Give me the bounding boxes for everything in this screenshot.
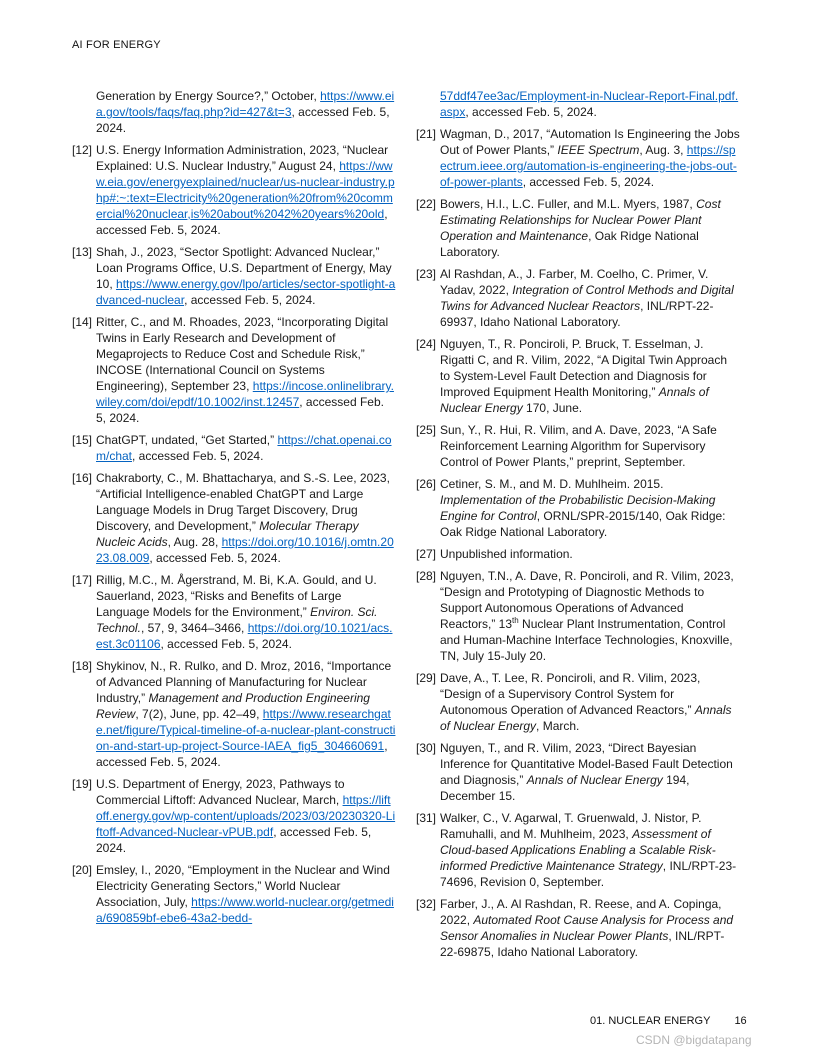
reference-italic-title: Automated Root Cause Analysis for Process and Sensor Anomalies in Nuclear Power Plants	[440, 913, 734, 943]
reference-item	[416, 336, 740, 416]
reference-text-segment: , accessed Feb. 5, 2024.	[96, 207, 388, 237]
reference-text-segment: , accessed Feb. 5, 2024.	[160, 637, 292, 651]
reference-text	[440, 126, 740, 190]
reference-text-segment: , accessed Feb. 5, 2024.	[132, 449, 264, 463]
reference-number: [12]	[72, 143, 93, 157]
reference-text-segment: , March.	[536, 719, 580, 733]
reference-item	[416, 266, 740, 330]
reference-text	[96, 470, 396, 566]
reference-text	[440, 476, 740, 540]
reference-text-segment: Walker, C., V. Agarwal, T. Gruenwald, J. Nistor, P. Ramuhalli, and M. Muhlheim, 2023,	[440, 811, 702, 841]
reference-text-segment: , accessed Feb. 5, 2024.	[149, 551, 281, 565]
reference-link[interactable]: https://doi.org/10.1021/acs.est.3c01106	[96, 621, 393, 651]
reference-number: [25]	[416, 423, 437, 437]
reference-text	[440, 196, 740, 260]
reference-text-segment: , accessed Feb. 5, 2024.	[96, 739, 388, 769]
reference-item	[416, 670, 740, 734]
reference-link[interactable]: https://www.researchgate.net/figure/Typical-timeline-of-a-nuclear-plant-construction-and-start-up-project-Source-IAEA_fig5_304660691	[96, 707, 396, 753]
reference-text-segment: Unpublished information.	[440, 547, 573, 561]
reference-number: [27]	[416, 547, 437, 561]
reference-text-segment: Emsley, I., 2020, “Employment in the Nuclear and Wind Electricity Generating Sectors,” World Nuclear Association, July,	[96, 863, 390, 909]
reference-text	[96, 314, 396, 426]
reference-text-segment: , Aug. 28,	[167, 535, 222, 549]
watermark-text: CSDN @bigdatapang	[636, 1033, 752, 1047]
reference-text-segment: , 57, 9, 3464–3466,	[140, 621, 248, 635]
reference-number: [29]	[416, 671, 437, 685]
reference-item	[72, 862, 396, 926]
reference-number: [21]	[416, 127, 437, 141]
reference-text	[440, 810, 740, 890]
reference-text-segment: Dave, A., T. Lee, R. Ponciroli, and R. Vilim, 2023, “Design of a Supervisory Control System for Autonomous Operation of Advanced Reactors,”	[440, 671, 701, 717]
reference-number: [13]	[72, 245, 93, 259]
reference-number: [19]	[72, 777, 93, 791]
reference-number: [23]	[416, 267, 437, 281]
reference-text	[440, 670, 740, 734]
reference-text	[96, 142, 396, 238]
reference-item	[416, 740, 740, 804]
reference-text	[96, 862, 396, 926]
reference-link[interactable]: https://chat.openai.com/chat	[96, 433, 392, 463]
reference-item	[72, 572, 396, 652]
reference-text	[96, 432, 396, 464]
reference-number: [18]	[72, 659, 93, 673]
reference-item	[72, 314, 396, 426]
reference-text-segment: , accessed Feb. 5, 2024.	[184, 293, 316, 307]
reference-text	[96, 244, 396, 308]
reference-link[interactable]: https://www.world-nuclear.org/getmedia/690859bf-ebe6-43a2-bedd-	[96, 895, 394, 925]
reference-text-segment: , ORNL/SPR-2015/140, Oak Ridge: Oak Ridge National Laboratory.	[440, 509, 726, 539]
reference-text-segment: Nguyen, T., and R. Vilim, 2023, “Direct Bayesian Inference for Quantitative Model-Based Fault Detection and Diagnosis,”	[440, 741, 733, 787]
reference-text-segment: 194, December 15.	[440, 773, 690, 803]
reference-item	[72, 244, 396, 308]
reference-text-segment: , 7(2), June, pp. 42–49,	[135, 707, 263, 721]
ordinal-superscript: th	[512, 616, 519, 625]
reference-item	[72, 432, 396, 464]
reference-text-segment: Nguyen, T.N., A. Dave, R. Ponciroli, and R. Vilim, 2023, “Design and Prototyping of Diagnostic Methods to Support Autonomous Operations of Advanced Reactors,” 13	[440, 569, 734, 631]
reference-text-segment: , INL/RPT-22-69937, Idaho National Laboratory.	[440, 299, 714, 329]
reference-item	[72, 776, 396, 856]
reference-number: [28]	[416, 569, 437, 583]
reference-text	[96, 572, 396, 652]
reference-number: [24]	[416, 337, 437, 351]
running-header: AI FOR ENERGY	[72, 39, 161, 51]
reference-text-segment: U.S. Energy Information Administration, 2023, “Nuclear Explained: U.S. Nuclear Industry,” August 24,	[96, 143, 389, 173]
reference-text	[440, 546, 740, 562]
reference-text-segment: Sun, Y., R. Hui, R. Vilim, and A. Dave, 2023, “A Safe Reinforcement Learning Algorithm for Supervisory Control of Power Plants,” preprint, September.	[440, 423, 717, 469]
reference-link[interactable]: https://spectrum.ieee.org/automation-is-engineering-the-jobs-out-of-power-plants	[440, 143, 737, 189]
reference-italic-title: Cost Estimating Relationships for Nuclear Power Plant Operation and Maintenance	[440, 197, 721, 243]
reference-text-segment: Ritter, C., and M. Rhoades, 2023, “Incorporating Digital Twins in Early Research and Development of Megaprojects to Reduce Cost and Schedule Risk,” INCOSE (International Council on Systems Engineering), September 23,	[96, 315, 389, 393]
reference-italic-title: Management and Production Engineering Review	[96, 691, 370, 721]
reference-item	[416, 568, 740, 664]
reference-item	[416, 422, 740, 470]
reference-number: [16]	[72, 471, 93, 485]
reference-text-segment: , INL/RPT-23-74696, Revision 0, September.	[440, 859, 737, 889]
reference-item	[416, 810, 740, 890]
reference-text-segment: Chakraborty, C., M. Bhattacharya, and S.-S. Lee, 2023, “Artificial Intelligence-enabled ChatGPT and Large Language Models in Drug Target Discovery, Drug Discovery, and Development,”	[96, 471, 390, 533]
reference-text-segment: U.S. Department of Energy, 2023, Pathways to Commercial Liftoff: Advanced Nuclear, March,	[96, 777, 345, 807]
reference-item	[416, 896, 740, 960]
reference-text	[96, 88, 396, 136]
reference-number: [26]	[416, 477, 437, 491]
reference-italic-title: IEEE Spectrum	[557, 143, 640, 157]
reference-italic-title: Implementation of the Probabilistic Decision-Making Engine for Control	[440, 493, 716, 523]
reference-text	[440, 422, 740, 470]
reference-text-segment: Rillig, M.C., M. Ågerstrand, M. Bi, K.A. Gould, and U. Sauerland, 2023, “Risks and Benefits of Large Language Models for the Environment,”	[96, 573, 377, 619]
reference-text-segment: Generation by Energy Source?,” October,	[96, 89, 321, 103]
reference-number: [22]	[416, 197, 437, 211]
reference-text-segment: Nguyen, T., R. Ponciroli, P. Bruck, T. Esselman, J. Rigatti C, and R. Vilim, 2022, “A Digital Twin Approach to System-Level Fault Detection and Diagnosis for Improved Equipment Health Monitoring,”	[440, 337, 728, 399]
reference-text-segment: Cetiner, S. M., and M. D. Muhlheim. 2015.	[440, 477, 664, 491]
reference-number: [20]	[72, 863, 93, 877]
reference-text	[440, 336, 740, 416]
reference-number: [14]	[72, 315, 93, 329]
reference-continuation	[416, 88, 740, 120]
reference-link[interactable]: https://incose.onlinelibrary.wiley.com/doi/epdf/10.1002/inst.12457	[96, 379, 394, 409]
reference-text	[440, 896, 740, 960]
reference-link[interactable]: 57ddf47ee3ac/Employment-in-Nuclear-Report-Final.pdf.aspx	[440, 89, 739, 119]
reference-item	[416, 476, 740, 540]
reference-link[interactable]: https://www.eia.gov/tools/faqs/faq.php?id=427&t=3	[96, 89, 395, 119]
reference-text	[440, 740, 740, 804]
reference-item	[416, 126, 740, 190]
reference-text	[440, 568, 740, 664]
reference-italic-title: Assessment of Cloud-based Applications Enabling a Scalable Risk-informed Predictive Maintenance Strategy	[440, 827, 716, 873]
reference-text-segment: Farber, J., A. Al Rashdan, R. Reese, and A. Copinga, 2022,	[440, 897, 722, 927]
page-footer	[590, 1015, 747, 1027]
reference-text-segment: Wagman, D., 2017, “Automation Is Engineering the Jobs Out of Power Plants,”	[440, 127, 740, 157]
reference-text-segment: , Aug. 3,	[639, 143, 687, 157]
reference-item	[416, 546, 740, 562]
reference-number: [30]	[416, 741, 437, 755]
reference-text-segment: , accessed Feb. 5, 2024.	[96, 825, 372, 855]
reference-text-segment: Shah, J., 2023, “Sector Spotlight: Advanced Nuclear,” Loan Programs Office, U.S. Department of Energy, May 10,	[96, 245, 392, 291]
reference-number: [31]	[416, 811, 437, 825]
reference-text-segment: , accessed Feb. 5, 2024.	[96, 105, 390, 135]
page-number: 16	[734, 1015, 747, 1027]
footer-section: 01. NUCLEAR ENERGY	[590, 1015, 711, 1027]
reference-link[interactable]: https://liftoff.energy.gov/wp-content/uploads/2023/03/20230320-Liftoff-Advanced-Nuclear-vPUB.pdf	[96, 793, 396, 839]
reference-number: [32]	[416, 897, 437, 911]
reference-text-segment: Nuclear Plant Instrumentation, Control and Human-Machine Interface Technologies, Knoxville, TN, July 15-July 20.	[440, 617, 733, 663]
reference-text-segment: Bowers, H.I., L.C. Fuller, and M.L. Myers, 1987,	[440, 197, 697, 211]
reference-text-segment: Shykinov, N., R. Rulko, and D. Mroz, 2016, “Importance of Advanced Planning of Manufacturing for Nuclear Industry,”	[96, 659, 392, 705]
reference-number: [17]	[72, 573, 93, 587]
reference-text	[440, 266, 740, 330]
references-right-column	[416, 88, 740, 966]
reference-link[interactable]: https://www.eia.gov/energyexplained/nuclear/us-nuclear-industry.php#:~:text=Electricity%20generation%20from%20commercial%20nuclear,is%20about%2042%20years%20old	[96, 159, 395, 221]
reference-italic-title: Environ. Sci. Technol.	[96, 605, 378, 635]
reference-item	[72, 658, 396, 770]
reference-number: [15]	[72, 433, 93, 447]
reference-italic-title: Annals of Nuclear Energy	[440, 703, 732, 733]
reference-text-segment: , accessed Feb. 5, 2024.	[96, 395, 384, 425]
reference-text-segment: Al Rashdan, A., J. Farber, M. Coelho, C. Primer, V. Yadav, 2022,	[440, 267, 709, 297]
reference-text-segment: , accessed Feb. 5, 2024.	[522, 175, 655, 189]
reference-italic-title: Annals of Nuclear Energy	[440, 385, 709, 415]
reference-item	[416, 196, 740, 260]
references-left-column	[72, 88, 396, 932]
reference-text-segment: 170, June.	[522, 401, 583, 415]
reference-text-segment: ChatGPT, undated, “Get Started,”	[96, 433, 278, 447]
reference-link[interactable]: https://www.energy.gov/lpo/articles/sector-spotlight-advanced-nuclear	[96, 277, 396, 307]
reference-text-segment: , INL/RPT-22-69875, Idaho National Laboratory.	[440, 929, 725, 959]
reference-link[interactable]: https://doi.org/10.1016/j.omtn.2023.08.009	[96, 535, 394, 565]
reference-text-segment: , Oak Ridge National Laboratory.	[440, 229, 699, 259]
reference-item	[72, 142, 396, 238]
reference-italic-title: Molecular Therapy Nucleic Acids	[96, 519, 359, 549]
reference-item	[72, 470, 396, 566]
reference-text	[96, 658, 396, 770]
reference-italic-title: Integration of Control Methods and Digital Twins for Advanced Nuclear Reactors	[440, 283, 734, 313]
reference-continuation	[72, 88, 396, 136]
reference-text	[96, 776, 396, 856]
reference-italic-title: Annals of Nuclear Energy	[526, 773, 663, 787]
reference-text	[440, 88, 740, 120]
reference-text-segment: , accessed Feb. 5, 2024.	[465, 105, 597, 119]
